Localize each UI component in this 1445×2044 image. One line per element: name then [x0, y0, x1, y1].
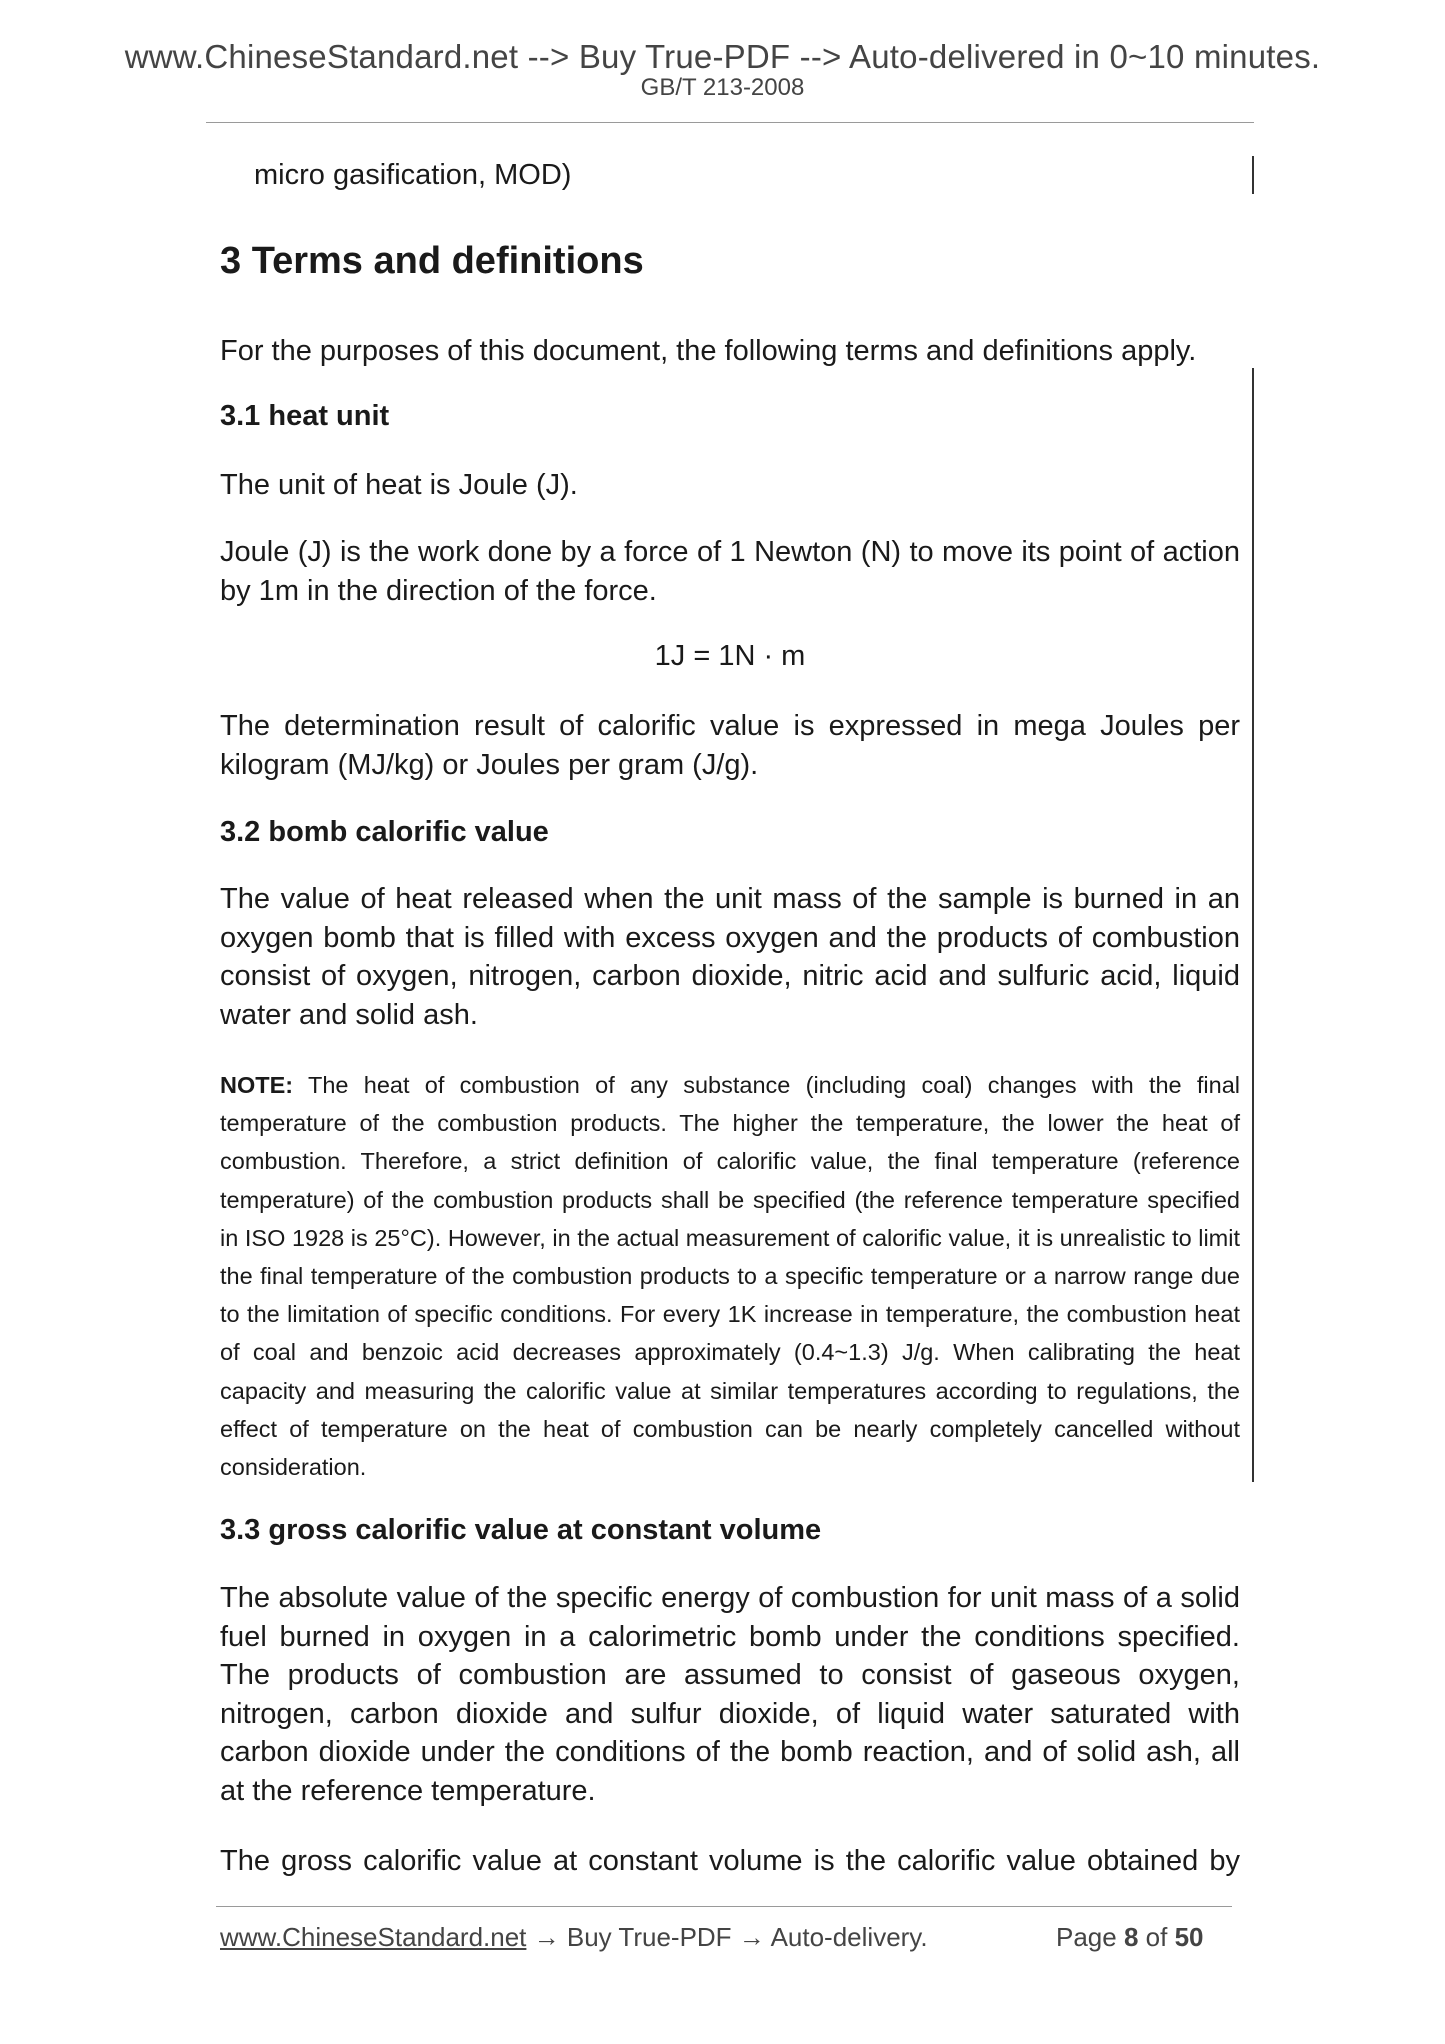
of-word: of: [1145, 1922, 1168, 1952]
footer-left: [220, 1922, 928, 1953]
footer-rule: [216, 1906, 1232, 1907]
joule-formula: 1J = 1N · m: [654, 640, 806, 672]
note-label: NOTE:: [220, 1072, 294, 1098]
term-heading-3-3: 3.3 gross calorific value at constant volume: [220, 1514, 822, 1546]
footer-tagline: → Buy True-PDF → Auto-delivery.: [526, 1922, 928, 1952]
top-banner: www.ChineseStandard.net --> Buy True-PDF --> Auto-delivered in 0~10 minutes.: [124, 38, 1321, 75]
total-pages-number: 50: [1174, 1922, 1204, 1952]
current-page-number: 8: [1123, 1922, 1139, 1952]
change-bar-top: [1252, 156, 1254, 194]
note-block: [220, 1066, 1240, 1486]
header-rule: [206, 122, 1254, 123]
term-3-1-paragraph-3: The determination result of calorific value is expressed in mega Joules per kilogram (MJ/kg) or Joules per gram (J/g).: [220, 710, 1240, 781]
term-heading-3-1: 3.1 heat unit: [220, 400, 390, 432]
note-text: The heat of combustion of any substance (including coal) changes with the final temperature of the combustion products. The higher the temperature, the lower the heat of combustion. Therefore, a strict definition of calorific value, the final temperature (reference temperature) of the combustion products shall be specified (the reference temperature specified in ISO 1928 is 25°C). However, in the actual measurement of calorific value, it is unrealistic to limit the final temperature of the combustion products to a specific temperature or a narrow range due to the limitation of specific conditions. For every 1K increase in temperature, the combustion heat of coal and benzoic acid decreases approximately (0.4~1.3) J/g. When calibrating the heat capacity and measuring the calorific value at similar temperatures according to regulations, the effect of temperature on the heat of combustion can be nearly completely cancelled without consideration.: [220, 1072, 1241, 1481]
continuation-text: micro gasification, MOD): [254, 159, 572, 191]
term-3-1-paragraph-2: Joule (J) is the work done by a force of 1 Newton (N) to move its point of action by 1m in the direction of the force.: [220, 536, 1240, 607]
term-3-1-paragraph-1: The unit of heat is Joule (J).: [220, 469, 578, 501]
term-heading-3-2: 3.2 bomb calorific value: [220, 816, 549, 848]
page-indicator: [1056, 1922, 1204, 1953]
page-word: Page: [1056, 1922, 1117, 1952]
document-code: GB/T 213-2008: [640, 74, 805, 101]
footer-website-link[interactable]: www.ChineseStandard.net: [220, 1922, 527, 1952]
term-3-3-paragraph-1: The absolute value of the specific energy of combustion for unit mass of a solid fuel burned in oxygen in a calorimetric bomb under the conditions specified. The products of combustion are assumed to consist of gaseous oxygen, nitrogen, carbon dioxide and sulfur dioxide, of liquid water saturated with carbon dioxide under the conditions of the bomb reaction, and of solid ash, all at the reference temperature.: [220, 1582, 1240, 1807]
intro-paragraph: For the purposes of this document, the following terms and definitions apply.: [220, 335, 1197, 367]
change-bar-main: [1252, 368, 1254, 1482]
term-3-2-paragraph-1: The value of heat released when the unit mass of the sample is burned in an oxygen bomb that is filled with excess oxygen and the products of combustion consist of oxygen, nitrogen, carbon dioxide, nitric acid and sulfuric acid, liquid water and solid ash.: [220, 883, 1240, 1031]
term-3-3-paragraph-2: The gross calorific value at constant volume is the calorific value obtained by: [220, 1845, 1240, 1877]
section-title: 3 Terms and definitions: [220, 240, 644, 282]
